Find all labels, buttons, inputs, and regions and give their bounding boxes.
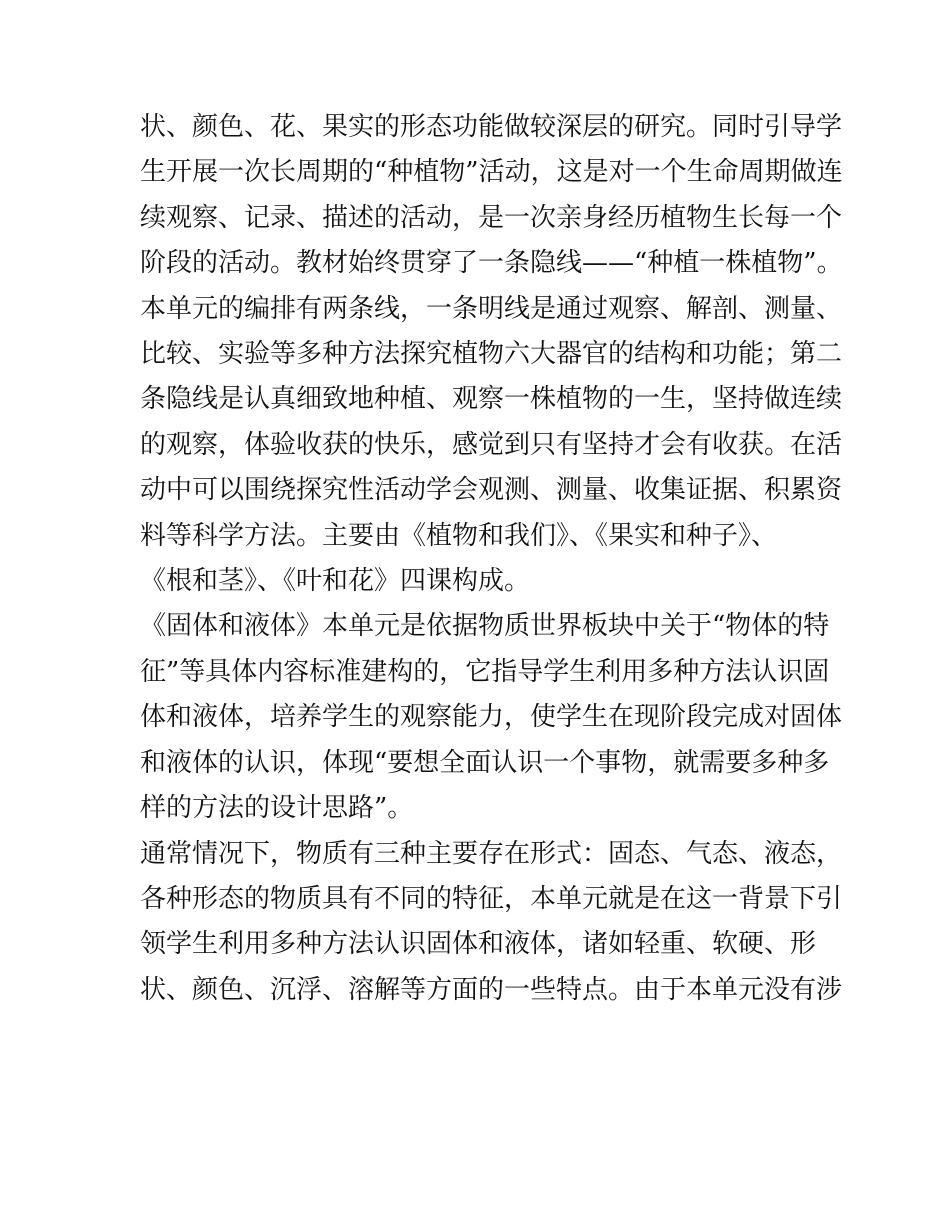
text-line: 状、颜色、沉浮、溶解等方面的一些特点。由于本单元没有涉	[140, 974, 843, 1005]
text-line: 动中可以围绕探究性活动学会观测、测量、收集证据、积累资	[140, 475, 843, 506]
text-line: 本单元的编排有两条线，一条明线是通过观察、解剖、测量、	[140, 293, 843, 324]
text-line: 阶段的活动。教材始终贯穿了一条隐线——“种植一株植物”。	[140, 248, 843, 279]
text-line: 通常情况下，物质有三种主要存在形式：固态、气态、液态，	[140, 838, 843, 869]
text-line: 《根和茎》、《叶和花》四课构成。	[140, 566, 531, 597]
text-line: 料等科学方法。主要由《植物和我们》、《果实和种子》、	[140, 520, 778, 551]
text-line: 条隐线是认真细致地种植、观察一株植物的一生，坚持做连续	[140, 384, 843, 415]
body-text	[140, 105, 843, 1013]
text-line: 生开展一次长周期的“种植物”活动，这是对一个生命周期做连	[140, 157, 843, 188]
text-line: 和液体的认识，体现“要想全面认识一个事物，就需要多种多	[140, 747, 830, 778]
text-line: 样的方法的设计思路”。	[140, 793, 414, 824]
text-line: 的观察，体验收获的快乐，感觉到只有坚持才会有收获。在活	[140, 429, 843, 460]
text-line: 征”等具体内容标准建构的，它指导学生利用多种方法认识固	[140, 656, 830, 687]
text-line: 《固体和液体》本单元是依据物质世界板块中关于“物体的特	[140, 611, 830, 642]
text-line: 比较、实验等多种方法探究植物六大器官的结构和功能；第二	[140, 339, 843, 370]
text-line: 领学生利用多种方法认识固体和液体，诸如轻重、软硬、形	[140, 929, 817, 960]
text-line: 续观察、记录、描述的活动，是一次亲身经历植物生长每一个	[140, 202, 843, 233]
text-line: 状、颜色、花、果实的形态功能做较深层的研究。同时引导学	[140, 112, 843, 142]
text-line: 体和液体，培养学生的观察能力，使学生在现阶段完成对固体	[140, 702, 843, 733]
text-line: 各种形态的物质具有不同的特征，本单元就是在这一背景下引	[140, 883, 843, 914]
